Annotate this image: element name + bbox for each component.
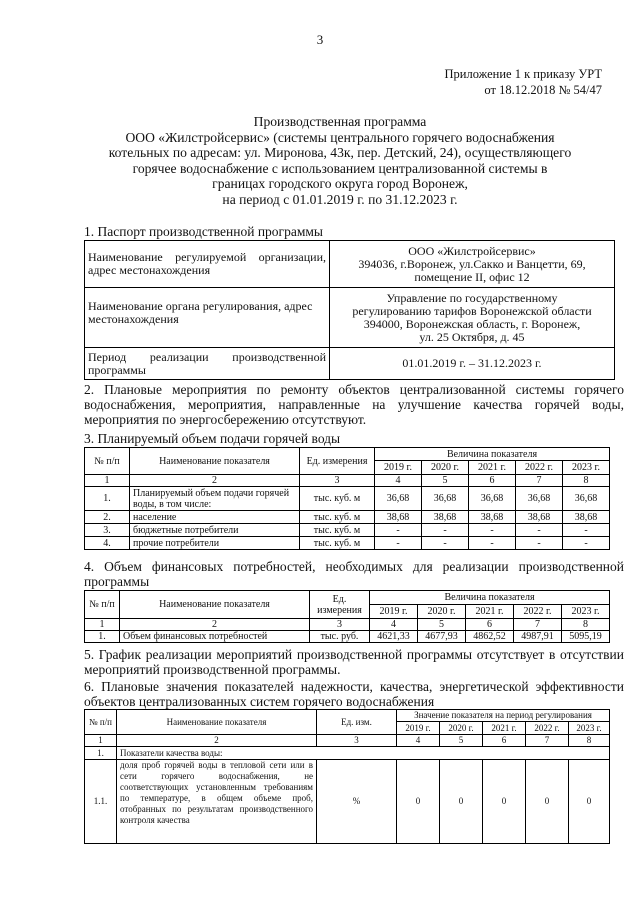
row-value: - — [563, 524, 610, 537]
passport-value — [330, 241, 615, 288]
section-1-heading: 1. Паспорт производственной программы — [84, 224, 323, 239]
row-value: 0 — [483, 760, 526, 844]
year-header: 2020 г. — [440, 722, 483, 735]
row-value: - — [469, 537, 516, 550]
index-cell: 2 — [117, 735, 317, 747]
section-2-text: 2. Плановые мероприятия по ремонту объектов централизованной системы горячего водоснабжения, мероприятия, направленные на улучшение качества горячей воды, мероприятия по энергосбережению отсутствуют. — [84, 382, 624, 427]
col-group-header: Величина показателя — [370, 591, 610, 605]
index-cell: 7 — [514, 619, 562, 631]
col-unit-header: Ед. изм. — [317, 710, 397, 735]
row-num: 1. — [85, 631, 120, 643]
row-value: 4621,33 — [370, 631, 418, 643]
section-5-text: 5. График реализации мероприятий производственной программы отсутствует в отсутствии мероприятий производственной программы. — [84, 647, 624, 677]
year-header: 2019 г. — [370, 605, 418, 619]
section-3-heading: 3. Планируемый объем подачи горячей воды — [84, 431, 341, 446]
index-cell: 5 — [422, 475, 469, 487]
index-cell: 6 — [466, 619, 514, 631]
table-row — [85, 760, 610, 844]
value-line: помещение II, офис 12 — [414, 269, 530, 284]
row-unit: тыс. куб. м — [300, 487, 375, 511]
year-header: 2023 г. — [562, 605, 610, 619]
table-row — [85, 487, 610, 511]
row-unit: тыс. куб. м — [300, 524, 375, 537]
table-row — [85, 747, 610, 760]
index-cell: 3 — [310, 619, 370, 631]
value-line: регулированию тарифов Воронежской области — [352, 303, 592, 318]
row-num: 2. — [85, 511, 130, 524]
page-number: 3 — [316, 32, 324, 47]
row-unit: тыс. куб. м — [300, 511, 375, 524]
index-cell: 1 — [85, 475, 130, 487]
passport-label: Период реализации производственной программы — [85, 348, 330, 380]
row-value: - — [516, 537, 563, 550]
value-line: 394036, г.Воронеж, ул.Сакко и Ванцетти, 69, — [358, 256, 586, 271]
index-cell: 1 — [85, 619, 120, 631]
row-name: Показатели качества воды: — [117, 747, 610, 760]
index-cell: 7 — [526, 735, 569, 747]
row-value: - — [375, 537, 422, 550]
row-unit: % — [317, 760, 397, 844]
row-value: 36,68 — [563, 487, 610, 511]
row-name: население — [130, 511, 300, 524]
header-row — [85, 448, 610, 461]
row-unit: тыс. куб. м — [300, 537, 375, 550]
title-line: на период с 01.01.2019 г. по 31.12.2023 г. — [222, 191, 458, 207]
document-title — [60, 114, 620, 207]
row-num: 1. — [85, 487, 130, 511]
index-cell: 4 — [397, 735, 440, 747]
row-value: 4987,91 — [514, 631, 562, 643]
row-value: - — [563, 537, 610, 550]
col-name-header: Наименование показателя — [130, 448, 300, 475]
row-name: прочие потребители — [130, 537, 300, 550]
appendix-line-1: Приложение 1 к приказу УРТ — [444, 67, 602, 81]
header-row — [85, 591, 610, 605]
table-row — [85, 288, 615, 348]
year-header: 2021 г. — [469, 461, 516, 475]
appendix-note — [445, 66, 603, 98]
index-cell: 8 — [569, 735, 610, 747]
year-header: 2020 г. — [422, 461, 469, 475]
table-row — [85, 241, 615, 288]
year-header: 2023 г. — [569, 722, 610, 735]
table-row — [85, 631, 610, 643]
row-value: 36,68 — [375, 487, 422, 511]
row-value: 0 — [569, 760, 610, 844]
table-row — [85, 524, 610, 537]
value-line: Управление по государственному — [386, 290, 558, 305]
appendix-line-2: от 18.12.2018 № 54/47 — [484, 83, 602, 97]
col-group-header: Значение показателя на период регулирования — [397, 710, 610, 722]
row-value: 0 — [440, 760, 483, 844]
index-cell: 6 — [469, 475, 516, 487]
index-cell: 5 — [440, 735, 483, 747]
row-unit: тыс. руб. — [310, 631, 370, 643]
volume-table — [84, 447, 610, 550]
year-header: 2023 г. — [563, 461, 610, 475]
table-row — [85, 537, 610, 550]
row-value: - — [375, 524, 422, 537]
row-num: 1.1. — [85, 760, 117, 844]
year-header: 2021 г. — [483, 722, 526, 735]
passport-label: Наименование органа регулирования, адрес местонахождения — [85, 288, 330, 348]
year-header: 2022 г. — [526, 722, 569, 735]
row-value: 38,68 — [375, 511, 422, 524]
passport-value: 01.01.2019 г. – 31.12.2023 г. — [330, 348, 615, 380]
row-value: 4862,52 — [466, 631, 514, 643]
row-value: 0 — [526, 760, 569, 844]
value-line: ООО «Жилстройсервис» — [408, 243, 536, 258]
index-cell: 2 — [130, 475, 300, 487]
index-row — [85, 619, 610, 631]
index-cell: 7 — [516, 475, 563, 487]
col-group-header: Величина показателя — [375, 448, 610, 461]
finance-table — [84, 590, 610, 643]
passport-value — [330, 288, 615, 348]
year-header: 2019 г. — [397, 722, 440, 735]
header-row — [85, 710, 610, 722]
row-value: - — [422, 537, 469, 550]
index-cell: 3 — [317, 735, 397, 747]
index-cell: 5 — [418, 619, 466, 631]
row-name: Объем финансовых потребностей — [120, 631, 310, 643]
year-header: 2021 г. — [466, 605, 514, 619]
title-line: Производственная программа — [253, 114, 427, 129]
index-cell: 4 — [370, 619, 418, 631]
row-value: 38,68 — [563, 511, 610, 524]
index-row — [85, 735, 610, 747]
index-cell: 8 — [562, 619, 610, 631]
col-unit-header: Ед. измерения — [300, 448, 375, 475]
index-cell: 2 — [120, 619, 310, 631]
col-name-header: Наименование показателя — [120, 591, 310, 619]
index-cell: 1 — [85, 735, 117, 747]
row-value: 5095,19 — [562, 631, 610, 643]
row-num: 3. — [85, 524, 130, 537]
title-line: ООО «Жилстройсервис» (системы центрального горячего водоснабжения — [125, 129, 555, 145]
index-cell: 8 — [563, 475, 610, 487]
row-value: - — [516, 524, 563, 537]
indicators-table — [84, 709, 610, 844]
passport-table — [84, 240, 615, 380]
title-line: горячее водоснабжение с использованием централизованной системы в — [132, 160, 548, 176]
col-name-header: Наименование показателя — [117, 710, 317, 735]
row-num: 4. — [85, 537, 130, 550]
col-num-header: № п/п — [85, 591, 120, 619]
row-name: бюджетные потребители — [130, 524, 300, 537]
row-value: - — [469, 524, 516, 537]
title-line: границах городского округа город Воронеж, — [212, 176, 468, 191]
row-value: 0 — [397, 760, 440, 844]
passport-label: Наименование регулируемой организации, адрес местонахождения — [85, 241, 330, 288]
row-value: 38,68 — [422, 511, 469, 524]
col-unit-header: Ед. измерения — [310, 591, 370, 619]
row-value: 36,68 — [516, 487, 563, 511]
row-value: - — [422, 524, 469, 537]
title-line: котельных по адресам: ул. Миронова, 43к, пер. Детский, 24), осуществляющего — [108, 145, 572, 160]
row-value: 36,68 — [469, 487, 516, 511]
year-header: 2019 г. — [375, 461, 422, 475]
index-cell: 4 — [375, 475, 422, 487]
year-header: 2022 г. — [516, 461, 563, 475]
year-header: 2022 г. — [514, 605, 562, 619]
row-value: 38,68 — [516, 511, 563, 524]
row-num: 1. — [85, 747, 117, 760]
index-cell: 6 — [483, 735, 526, 747]
row-value: 4677,93 — [418, 631, 466, 643]
row-value: 38,68 — [469, 511, 516, 524]
section-4-heading: 4. Объем финансовых потребностей, необходимых для реализации производственной программы — [84, 559, 624, 589]
index-cell: 3 — [300, 475, 375, 487]
value-line: ул. 25 Октября, д. 45 — [419, 329, 525, 344]
value-line: 394000, Воронежская область, г. Воронеж, — [363, 316, 581, 331]
year-header: 2020 г. — [418, 605, 466, 619]
table-row — [85, 348, 615, 380]
row-name: Планируемый объем подачи горячей воды, в том числе: — [130, 487, 300, 511]
col-num-header: № п/п — [85, 710, 117, 735]
index-row — [85, 475, 610, 487]
row-name: доля проб горячей воды в тепловой сети или в сети горячего водоснабжения, не соответствующих установленным требованиям по температуре, в общем объеме проб, отобранных по результатам производственного контроля качества — [117, 760, 317, 844]
table-row — [85, 511, 610, 524]
col-num-header: № п/п — [85, 448, 130, 475]
section-6-heading: 6. Плановые значения показателей надежности, качества, энергетической эффективности объектов централизованных систем горячего водоснабжения — [84, 679, 624, 709]
row-value: 36,68 — [422, 487, 469, 511]
